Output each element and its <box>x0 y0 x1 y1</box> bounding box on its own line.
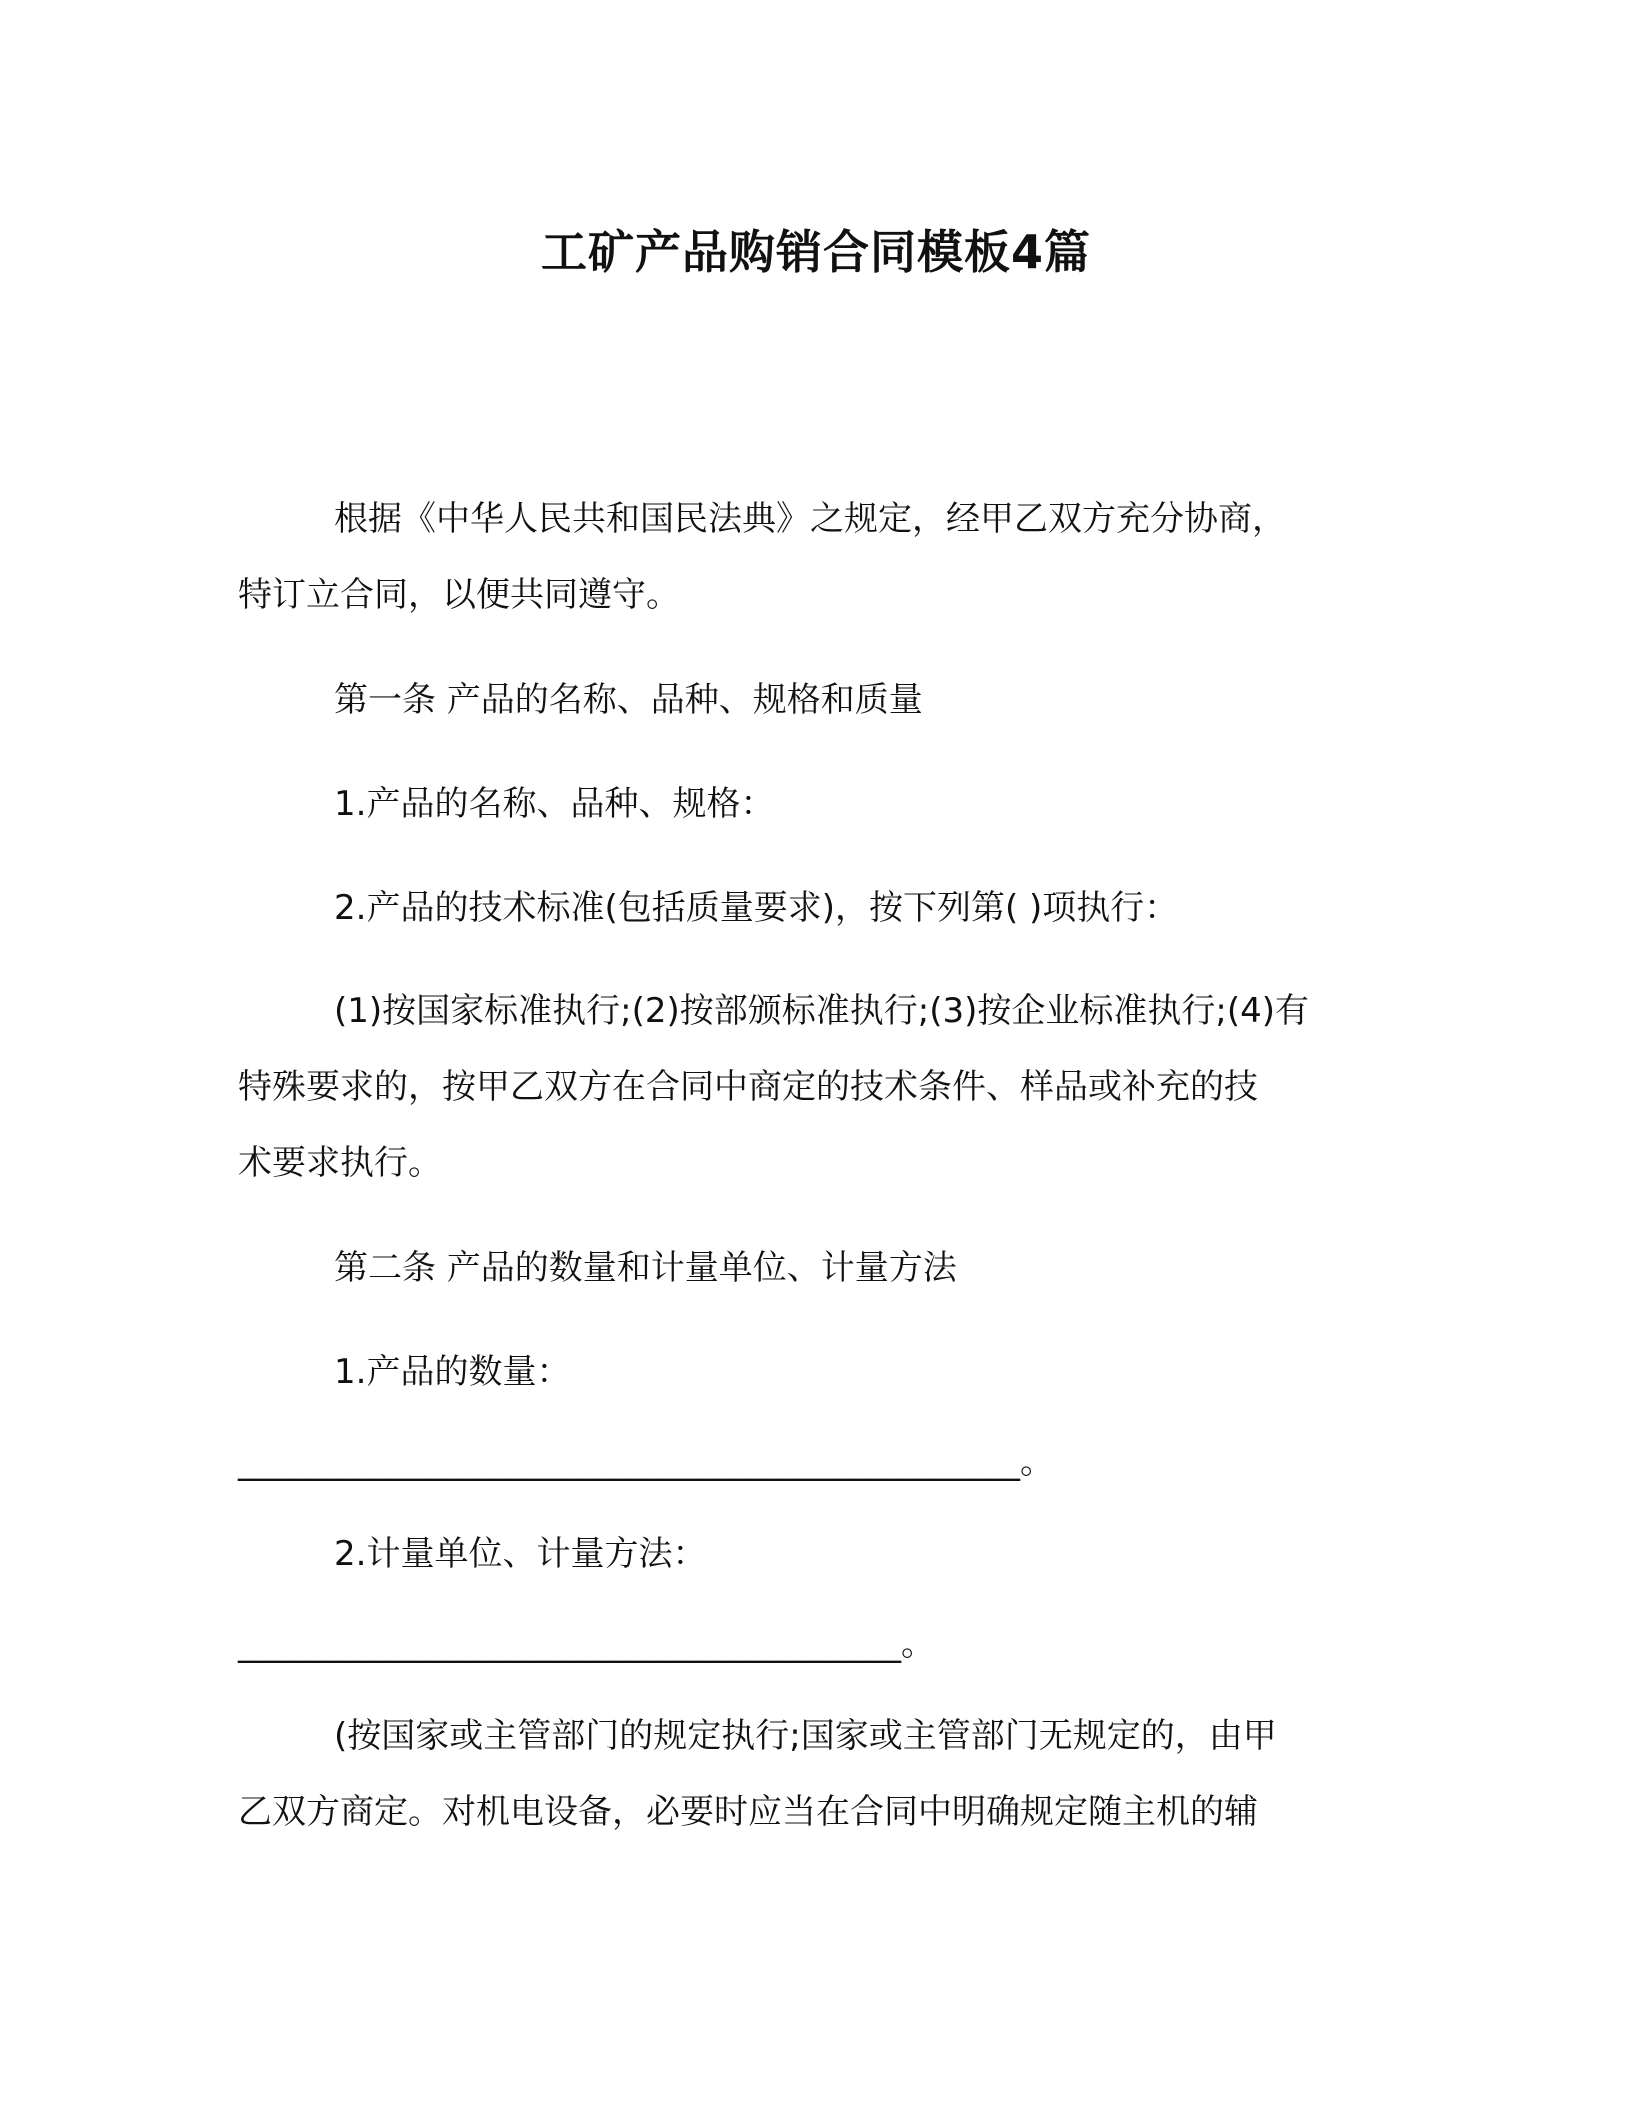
article-2-heading: 第二条 产品的数量和计量单位、计量方法 <box>334 1248 957 1288</box>
standards-line-3: 术要求执行。 <box>238 1143 442 1183</box>
document-title: 工矿产品购销合同模板4篇 <box>540 225 1091 279</box>
article-2-item-2: 2.计量单位、计量方法： <box>334 1534 707 1574</box>
note-line-2: 乙双方商定。对机电设备，必要时应当在合同中明确规定随主机的辅 <box>238 1792 1258 1832</box>
standards-line-2: 特殊要求的，按甲乙双方在合同中商定的技术条件、样品或补充的技 <box>238 1067 1258 1107</box>
paragraph-intro-line-1: 根据《中华人民共和国民法典》之规定，经甲乙双方充分协商， <box>334 499 1286 539</box>
note-line-1: (按国家或主管部门的规定执行;国家或主管部门无规定的，由甲 <box>334 1716 1277 1756</box>
paragraph-intro-line-2: 特订立合同，以便共同遵守。 <box>238 575 680 615</box>
standards-line-1: (1)按国家标准执行;(2)按部颁标准执行;(3)按企业标准执行;(4)有 <box>334 991 1310 1031</box>
article-2-item-1: 1.产品的数量： <box>334 1352 571 1392</box>
article-1-heading: 第一条 产品的名称、品种、规格和质量 <box>334 680 923 720</box>
article-1-item-2: 2.产品的技术标准(包括质量要求)，按下列第( )项执行： <box>334 888 1179 928</box>
quantity-blank-line: ______________________________________________。 <box>238 1442 1054 1482</box>
unit-method-blank-line: _______________________________________。 <box>238 1624 935 1664</box>
article-1-item-1: 1.产品的名称、品种、规格： <box>334 784 775 824</box>
